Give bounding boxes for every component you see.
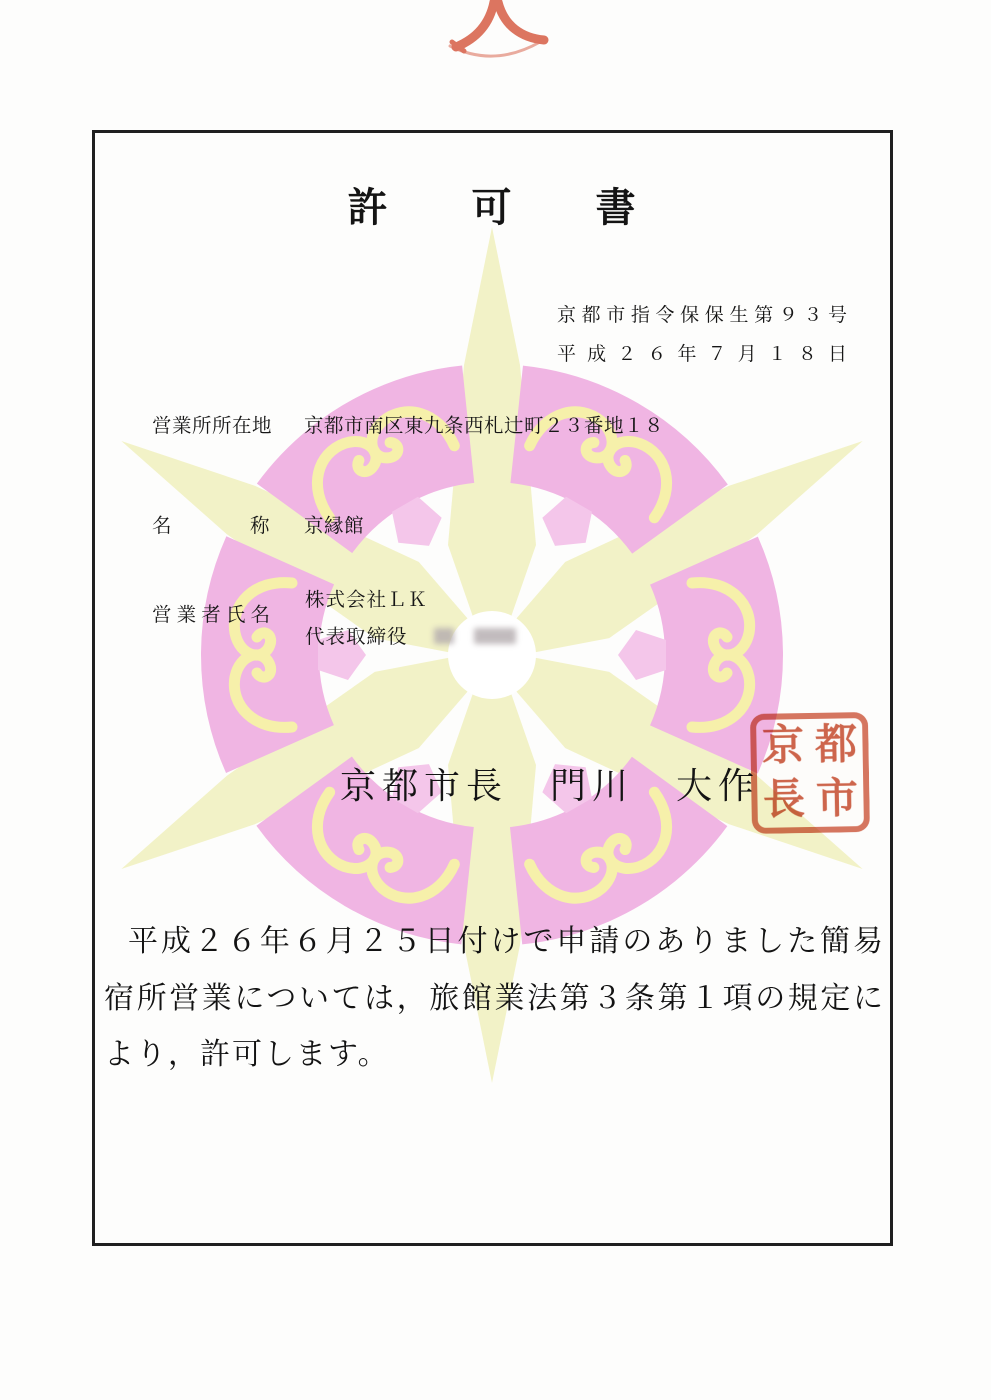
seal-char: 長 — [762, 777, 806, 824]
redacted-name-blur — [434, 628, 454, 644]
seal-char: 都 — [814, 722, 858, 769]
operator-company-value: 株式会社ＬＫ — [305, 590, 429, 611]
mayor-signature: 京都市長 門川 大作 — [340, 766, 761, 806]
establishment-name-label: 名称 — [152, 516, 270, 537]
seal-char: 市 — [815, 776, 859, 823]
operator-representative-row — [305, 621, 516, 649]
header-reference-block — [557, 296, 847, 374]
partial-round-stamp-icon — [436, 0, 560, 68]
field-business-location — [152, 410, 664, 438]
body-text-line: 宿所営業については，旅館業法第３条第１項の規定に — [104, 982, 883, 1015]
reference-number: 京都市指令保保生第９３号 — [557, 305, 847, 326]
seal-char: 京 — [761, 723, 805, 770]
mayor-seal-stamp — [750, 712, 870, 834]
redacted-name-blur — [474, 628, 516, 644]
body-text-line: 平成２６年６月２５日付けで申請のありました簡易 — [128, 925, 883, 958]
operator-name-label: 営業者氏名 — [152, 605, 270, 626]
establishment-name-value: 京縁館 — [304, 516, 365, 537]
document-title: 許 可 書 — [347, 185, 658, 230]
field-establishment-name — [152, 510, 364, 538]
body-text-line: より，許可します。 — [104, 1038, 390, 1071]
field-operator — [152, 599, 270, 627]
representative-title: 代表取締役 — [305, 627, 408, 648]
business-location-value: 京都市南区東九条西札辻町２３番地１８ — [304, 416, 665, 437]
issue-date: 平成２６年７月１８日 — [557, 344, 847, 365]
business-location-label: 営業所所在地 — [152, 416, 273, 437]
